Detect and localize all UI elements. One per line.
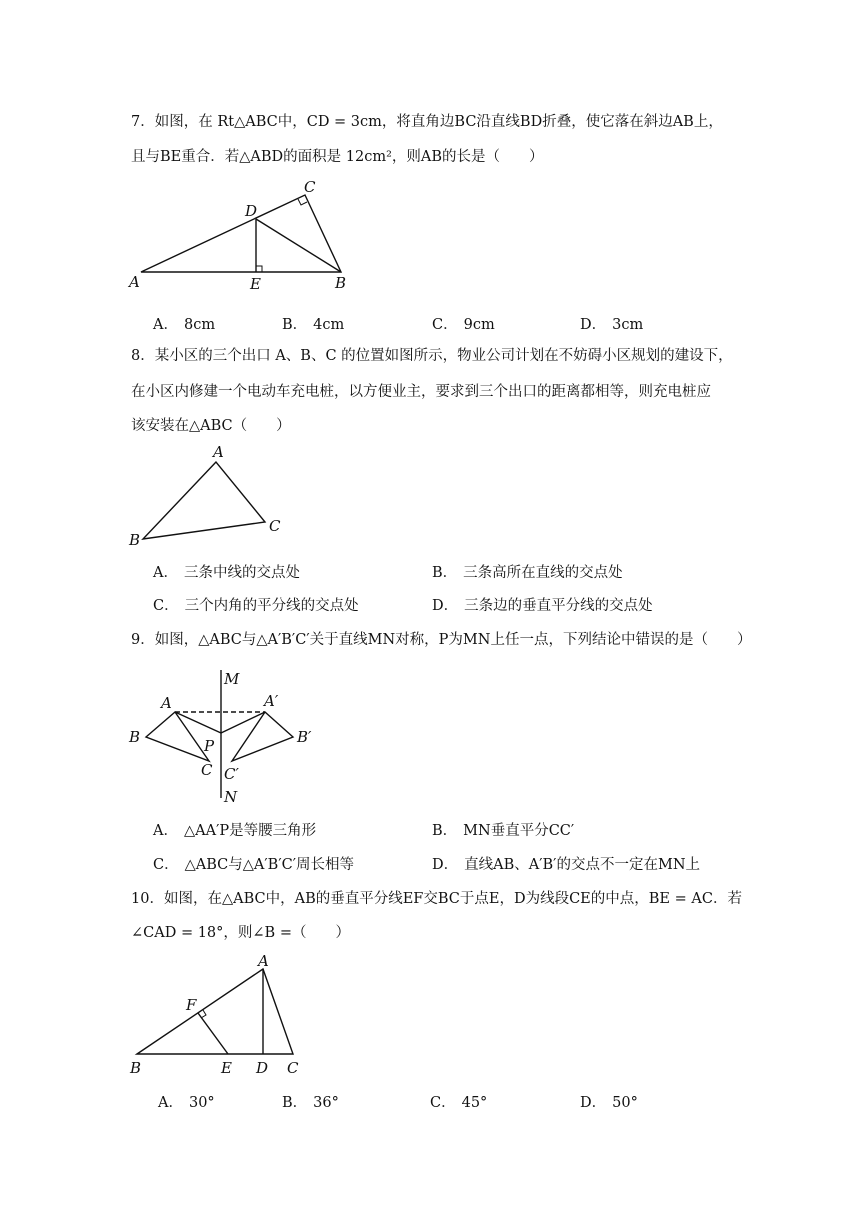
q8-option-b-letter: B． (432, 565, 458, 581)
q8-option-c-letter: C． (153, 598, 179, 614)
q10-option-d-letter: D． (580, 1095, 607, 1111)
q10-option-c-letter: C． (430, 1095, 456, 1111)
q10-segment-fe (198, 1013, 228, 1054)
q7-label-c: C (304, 178, 316, 196)
q7-label-a: A (129, 273, 140, 291)
q7-option-a-letter: A． (153, 317, 178, 333)
q9-label-c2: C′ (224, 765, 239, 783)
q9-label-m: M (224, 670, 240, 688)
q9-option-c-letter: C． (153, 857, 179, 873)
q7-option-b-letter: B． (282, 317, 308, 333)
q7-label-b: B (335, 274, 347, 292)
q9-option-d-text: 直线AB、A′B′的交点不一定在MN上 (464, 857, 701, 873)
q10-label-b: B (130, 1059, 142, 1077)
q7-stem-line-2: 且与BE重合．若△ABD的面积是 12cm²，则AB的长是（ ） (131, 149, 544, 165)
q10-option-a-text: 30° (188, 1095, 215, 1111)
q10-right-angle-f (201, 1010, 206, 1018)
q10-label-d: D (256, 1059, 269, 1077)
q8-option-d-text: 三条边的垂直平分线的交点处 (464, 598, 653, 614)
q8-label-c: C (269, 517, 281, 535)
q10-option-c-text: 45° (461, 1095, 488, 1111)
q7-option-c-text: 9cm (463, 317, 495, 333)
q8-option-c-text: 三个内角的平分线的交点处 (184, 598, 359, 614)
q10-option-d-text: 50° (612, 1095, 638, 1111)
q10-label-f: F (186, 996, 197, 1014)
q8-stem-line-2: 在小区内修建一个电动车充电桩，以方便业主，要求到三个出口的距离都相等，则充电桩应 (131, 384, 711, 400)
q7-option-b-text: 4cm (313, 317, 345, 333)
q10-label-a: A (258, 952, 269, 970)
q7-option-d-text: 3cm (612, 317, 644, 333)
q10-stem-line-2: ∠CAD = 18°，则∠B =（ ） (131, 925, 350, 941)
q10-option-b-text: 36° (313, 1095, 339, 1111)
q9-option-a-text: △AA′P是等腰三角形 (183, 823, 317, 839)
q10-triangle-abc (137, 969, 293, 1054)
q9-option-b-letter: B． (432, 823, 458, 839)
q9-option-b-text: MN垂直平分CC′ (463, 823, 575, 839)
q8-option-a-letter: A． (153, 565, 178, 581)
q9-label-a: A (161, 694, 172, 712)
q9-label-a2: A′ (264, 692, 279, 710)
q10-stem-line-1: 10．如图，在△ABC中，AB的垂直平分线EF交BC于点E，D为线段CE的中点，BE = AC．若 (131, 891, 742, 907)
q10-label-e: E (221, 1059, 232, 1077)
q9-label-b2: B′ (297, 728, 312, 746)
q9-label-b: B (129, 728, 141, 746)
q8-stem-line-3: 该安装在△ABC（ ） (131, 418, 291, 434)
q10-option-a[interactable] (158, 1094, 215, 1112)
q10-option-a-letter: A． (158, 1095, 183, 1111)
q8-label-b: B (129, 531, 141, 549)
q9-label-n: N (224, 788, 238, 806)
q10-label-c: C (287, 1059, 299, 1077)
q10-option-d[interactable] (580, 1094, 638, 1112)
q10-option-b-letter: B． (282, 1095, 308, 1111)
q8-option-a-text: 三条中线的交点处 (183, 565, 300, 581)
q8-stem-line-1: 8．某小区的三个出口 A、B、C 的位置如图所示，物业公司计划在不妨碍小区规划的建设下， (131, 348, 733, 364)
q9-stem-line-1: 9．如图，△ABC与△A′B′C′关于直线MN对称，P为MN上任一点，下列结论中错误的是（ ） (131, 632, 752, 648)
q8-option-d-letter: D． (432, 598, 459, 614)
q9-option-d-letter: D． (432, 857, 459, 873)
q7-option-d-letter: D． (580, 317, 607, 333)
q7-option-a-text: 8cm (183, 317, 216, 333)
q9-option-a-letter: A． (153, 823, 178, 839)
q8-label-a: A (213, 443, 224, 461)
q9-label-p: P (204, 737, 215, 755)
q7-label-e: E (250, 275, 261, 293)
q10-option-c[interactable] (430, 1094, 487, 1112)
q7-label-d: D (245, 202, 258, 220)
q9-label-c: C (201, 761, 213, 779)
q7-option-c-letter: C． (432, 317, 458, 333)
q8-option-b-text: 三条高所在直线的交点处 (463, 565, 623, 581)
q10-option-b[interactable] (282, 1094, 339, 1112)
q7-stem-line-1: 7．如图，在 Rt△ABC中，CD = 3cm，将直角边BC沿直线BD折叠，使它落在斜边AB上， (131, 114, 723, 130)
q9-option-c-text: △ABC与△A′B′C′周长相等 (184, 857, 354, 873)
